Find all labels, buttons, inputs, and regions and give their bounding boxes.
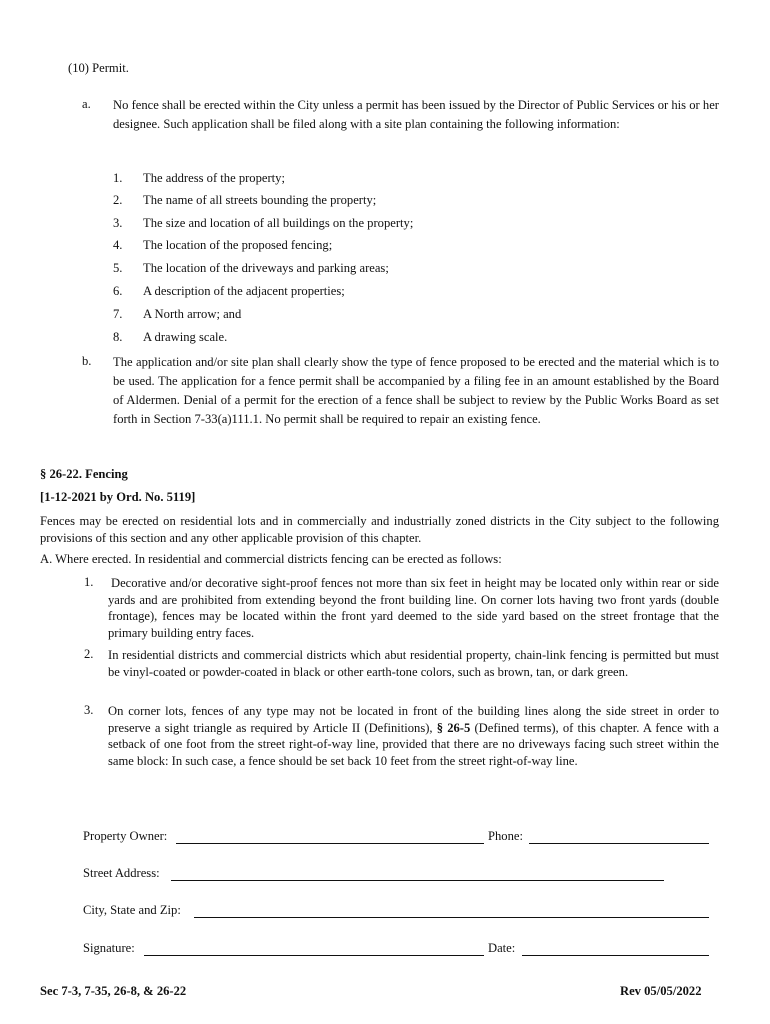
rule-number: 2.: [84, 647, 94, 661]
rule-text: [108, 703, 719, 769]
footer-revision: Rev 05/05/2022: [620, 984, 702, 998]
rule-text-post: (Defined terms), of this chapter. A fence with a setback of one foot from the street right-of-way line, provided that there are no driveways facing such street within the same block: In such case, a fence should be set back 10 feet from the street right-of-way line.: [108, 720, 719, 768]
fencing-heading: § 26-22. Fencing: [40, 467, 128, 481]
phone-label: Phone:: [488, 829, 523, 843]
date-label: Date:: [488, 941, 516, 955]
street-address-field[interactable]: [171, 880, 664, 881]
permit-b-label: b.: [82, 354, 92, 368]
item-text: The size and location of all buildings on the property;: [143, 216, 414, 230]
item-text: The location of the driveways and parking areas;: [143, 261, 389, 275]
signature-label: Signature:: [83, 941, 135, 955]
item-text: The location of the proposed fencing;: [143, 238, 333, 252]
phone-field[interactable]: [529, 843, 709, 844]
date-field[interactable]: [522, 955, 709, 956]
rule-text-pre: On corner lots, fences of any type may not be located in front of the building lines along the side street in order to preserve a sight triangle as required by Article II (Definitions),: [108, 704, 719, 735]
item-number: 5.: [113, 261, 123, 275]
where-erected-heading: A. Where erected. In residential and commercial districts fencing can be erected as follows:: [40, 552, 502, 566]
city-state-zip-field[interactable]: [194, 917, 709, 918]
item-text: A North arrow; and: [143, 307, 242, 321]
item-number: 8.: [113, 330, 123, 344]
permit-heading: (10) Permit.: [68, 61, 129, 75]
rule-text: Decorative and/or decorative sight-proof fences not more than six feet in height may be located only within rear or side yards and are prohibited from extending beyond the front building line. On corner lots having two front yards (double frontage), fences may be located within the front yard deemed to the side yard based on the street frontage that the primary building entry faces.: [108, 576, 719, 640]
fencing-intro: Fences may be erected on residential lots and in commercially and industrially zoned districts in the City subject to the following provisions of this section and any other applicable provision of this chapter.: [40, 514, 719, 545]
footer-sections: Sec 7-3, 7-35, 26-8, & 26-22: [40, 984, 187, 998]
street-address-label: Street Address:: [83, 866, 160, 880]
city-state-zip-label: City, State and Zip:: [83, 903, 181, 917]
ordinance-ref: [1-12-2021 by Ord. No. 5119]: [40, 490, 196, 504]
item-number: 6.: [113, 284, 123, 298]
item-text: The name of all streets bounding the property;: [143, 193, 377, 207]
rule-number: 3.: [84, 703, 94, 717]
section-reference: § 26-5: [436, 720, 471, 735]
item-text: A drawing scale.: [143, 330, 228, 344]
item-text: The address of the property;: [143, 171, 285, 185]
item-number: 3.: [113, 216, 123, 230]
permit-a-label: a.: [82, 97, 91, 111]
item-text: A description of the adjacent properties;: [143, 284, 345, 298]
item-number: 7.: [113, 307, 123, 321]
rule-text: In residential districts and commercial districts which abut residential property, chain-link fencing is permitted but must be vinyl-coated or powder-coated in black or other earth-tone colors, such as brown, tan, or dark green.: [108, 648, 719, 679]
item-number: 2.: [113, 193, 123, 207]
item-number: 4.: [113, 238, 123, 252]
rule-number: 1.: [84, 575, 94, 589]
permit-a-text: No fence shall be erected within the City unless a permit has been issued by the Director of Public Services or his or her designee. Such application shall be filed along with a site plan containing the following information:: [113, 98, 719, 131]
property-owner-label: Property Owner:: [83, 829, 168, 843]
permit-b-text: The application and/or site plan shall clearly show the type of fence proposed to be erected and the material which is to be used. The application for a fence permit shall be accompanied by a filing fee in an amount established by the Board of Aldermen. Denial of a permit for the erection of a fence shall be subject to review by the Public Works Board as set forth in Section 7-33(a)111.1. No permit shall be required to repair an existing fence.: [113, 355, 719, 426]
signature-field[interactable]: [144, 955, 484, 956]
property-owner-field[interactable]: [176, 843, 484, 844]
item-number: 1.: [113, 171, 123, 185]
